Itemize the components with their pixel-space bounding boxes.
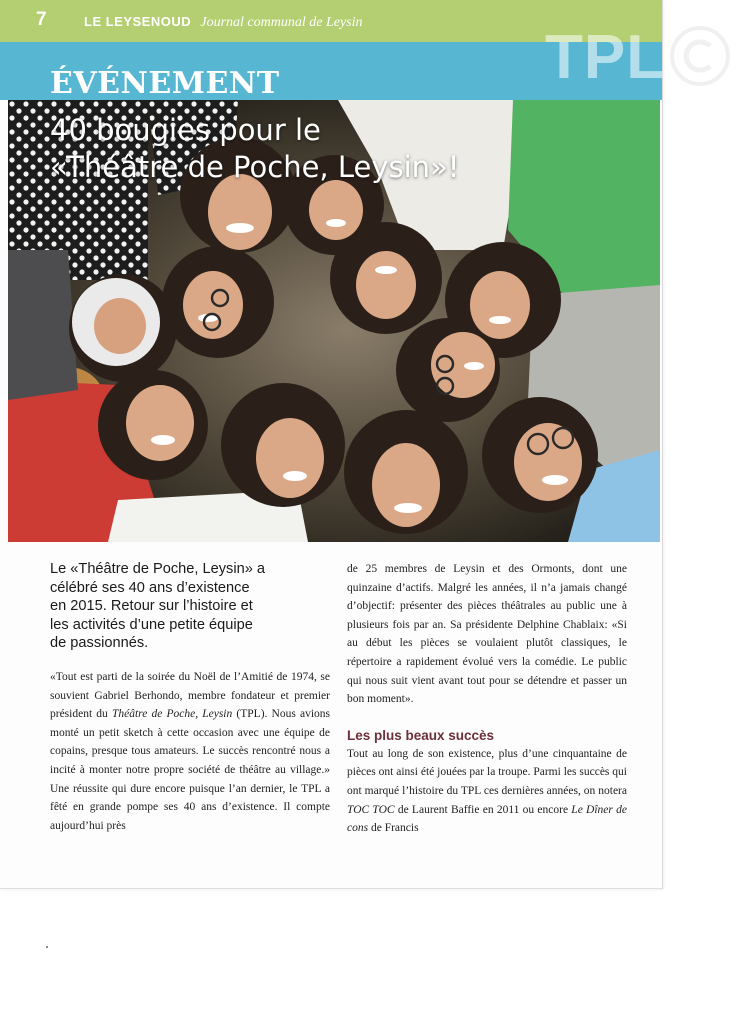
text-run: Tout au long de son existence, plus d’une cinquantaine de pièces ont ainsi été jouées par la troupe. Parmi les succès qui ont marqué l’histoire du TPL ces dernières années, on notera: [347, 747, 627, 797]
text-run-italic: Le Dîner de cons: [347, 803, 627, 835]
text-run: (TPL). Nous avions monté un petit sketch à cette occasion avec une équipe de copains, presque tous amateurs. Le succès rencontré nous a incité à monter notre propre société de théâtre au village.» Une réussite qui dure encore puisque l’an dernier, le TPL a fêté en grande pompe ses 40 ans d’existence. Il compte aujourd’hui près: [50, 708, 331, 832]
headline-line-2: «Théâtre de Poche, Leysin»!: [50, 150, 460, 184]
journal-name: LE LEYSENOUD: [84, 14, 192, 29]
text-run: de Francis: [368, 822, 419, 835]
journal-line: [84, 14, 363, 31]
page-number: 7: [36, 9, 47, 30]
scan-speck: [46, 946, 48, 948]
section-label: ÉVÉNEMENT: [50, 66, 280, 101]
subheading: Les plus beaux succès: [347, 727, 495, 743]
lede-line: Le «Théâtre de Poche, Leysin» a: [50, 561, 266, 577]
body-column-left: [50, 668, 330, 835]
body-paragraph: [347, 745, 627, 838]
lede-line: en 2015. Retour sur l’histoire et: [50, 598, 253, 615]
text-run-italic: TOC TOC: [347, 803, 395, 816]
text-run: «Tout est parti de la soirée du Noël de l’Amitié de 1974, se souvient Gabriel Berhondo, membre fondateur et premier président du: [50, 671, 330, 721]
article-headline: [50, 112, 570, 186]
copyright-icon: [668, 24, 732, 88]
tpl-watermark: TPL: [545, 23, 666, 92]
body-paragraph: de 25 membres de Leysin et des Ormonts, dont une quinzaine d’actifs. Malgré les années, il n’a jamais changé d’objectif: présenter des pièces théâtrales au public une à plusieurs fois par an. Sa présidente Delphine Chablaix: «Si au début les pièces se voulaient plutôt classiques, le répertoire a rapidement évolué vers la comédie. Le public qui nous suit vient avant tout pour se détendre et passer un bon moment».: [347, 563, 627, 706]
journal-subtitle: Journal communal de Leysin: [200, 15, 363, 30]
text-run-italic: Théâtre de Poche, Leysin: [111, 708, 233, 721]
body-paragraph: [50, 668, 330, 835]
text-run: de Laurent Baffie en 2011 ou encore: [394, 803, 572, 816]
article-lede: [50, 560, 312, 653]
lede-line: les activités d’une petite équipe: [50, 616, 253, 633]
body-column-right: [347, 560, 627, 838]
lede-line: célébré ses 40 ans d’existence: [50, 579, 250, 596]
lede-line: de passionnés.: [50, 635, 149, 652]
headline-line-1: 40 bougies pour le: [50, 113, 321, 147]
